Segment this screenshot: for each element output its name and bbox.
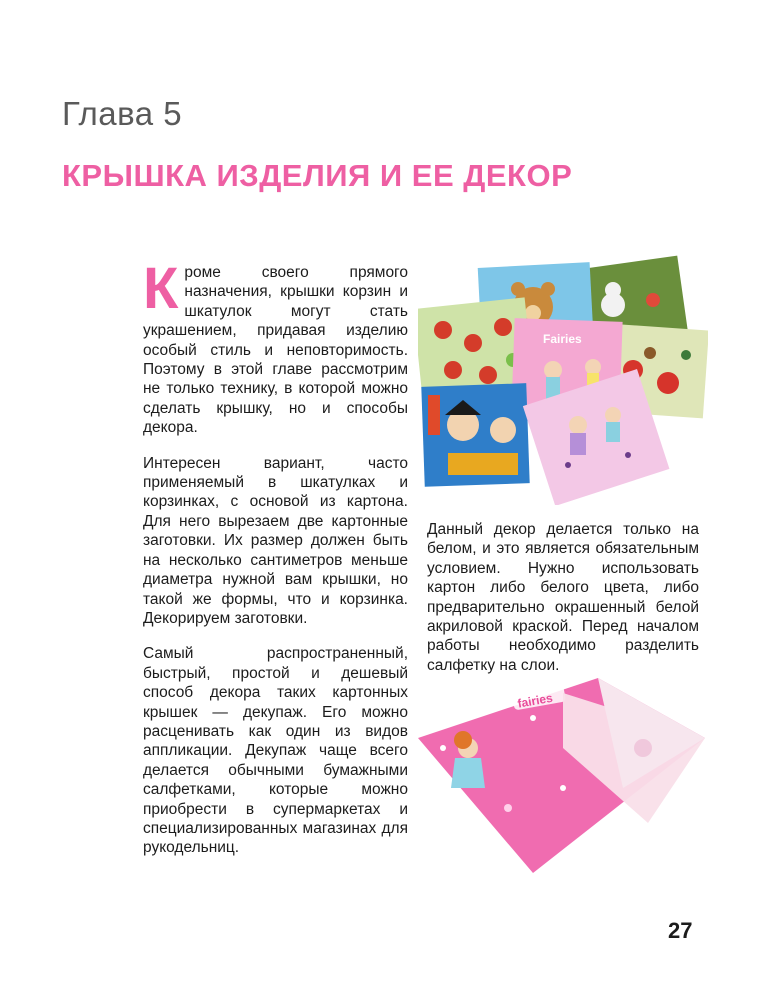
napkin-label-large: fairies [516,690,554,711]
paragraph-intro-text: роме своего прямого назначения, крышки корзин и шкатулок могут стать украшением, придавая изделию особый стиль и неповторимость. Поэтому в этой главе рассмотрим не только технику, в которой можно сделать крышку, но и способы декора. [143,264,408,437]
right-text-column [427,520,699,691]
napkin-pirates [421,383,529,487]
drop-cap: К [143,256,179,321]
paragraph-cardboard: Интересен вариант, часто применяемый в шкатулках и корзинках, с основой из картона. Для него вырезаем две картонные заготовки. Их размер должен быть на несколько сантиметров меньше диаметра нужной вам крышки, но такой же формы, что и корзинка. Декорируем заготовки. [143,454,408,627]
paragraph-white-base: Данный декор делается только на белом, и это является обязательным условием. Нужно использовать картон либо белого цвета, либо предварительно окрашенный белой акриловой краской. Перед началом работы необходимо разделить салфетку на слои. [427,521,699,674]
chapter-heading: Глава 5 [62,95,183,132]
napkins-stack-photo [418,255,708,505]
napkin-label-small: Fairies [543,332,582,346]
page-number: 27 [668,918,693,943]
paragraph-decoupage: Самый распространенный, быстрый, простой и дешевый способ декора таких картонных крышек — декупаж. Его можно расценивать как один из видов аппликации. Декупаж чаще всего делается обычными бумажными салфетками, которые можно приобрести в супермаркетах и специализированных магазинах для рукодельниц. [143,645,408,857]
paragraph-intro [143,256,408,438]
left-text-column [143,256,408,874]
napkin-layers-photo [413,678,713,873]
chapter-title: КРЫШКА ИЗДЕЛИЯ И ЕЕ ДЕКОР [62,158,573,193]
